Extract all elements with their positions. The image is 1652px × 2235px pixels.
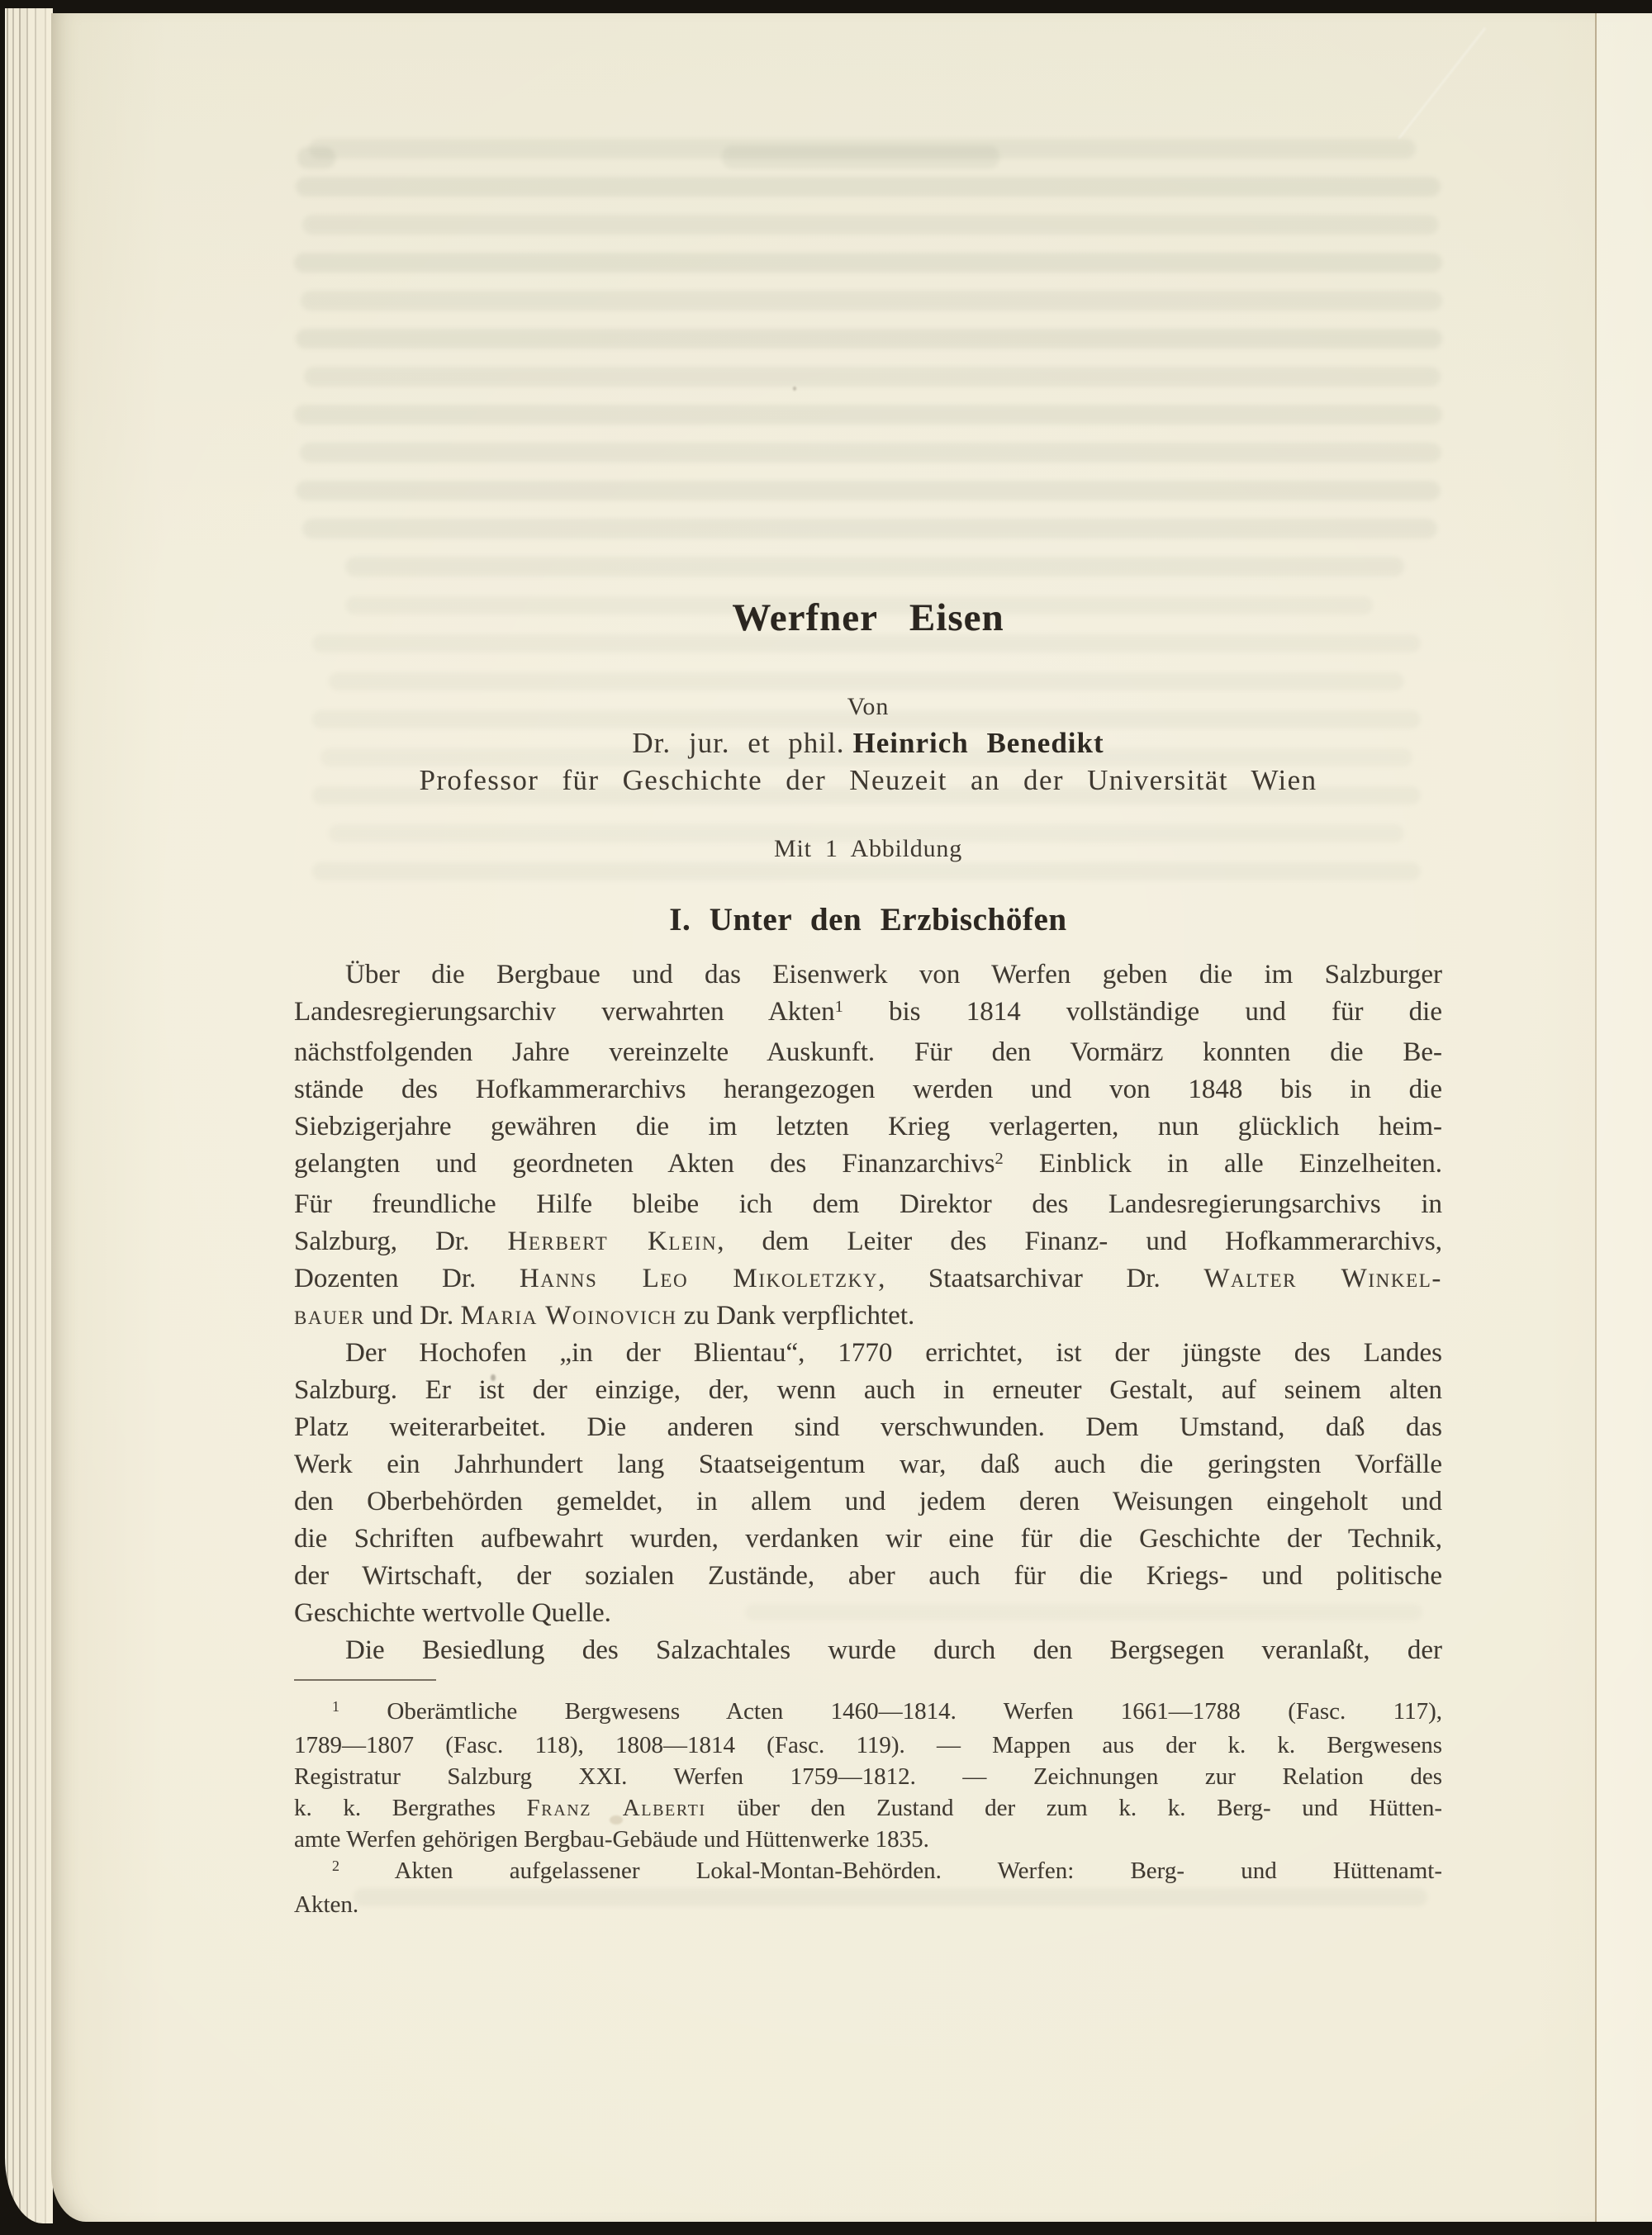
text-run: die Schriften aufbewahrt wurden, verdanken wir eine für die Geschichte der Technik, bbox=[294, 1524, 1442, 1554]
book-page bbox=[51, 13, 1652, 2222]
text-run: Akten aufgelassener Lokal-Montan-Behörden. Werfen: Berg- und Hüttenamt- bbox=[339, 1858, 1442, 1884]
footnote-separator-rule bbox=[294, 1679, 436, 1681]
text-line bbox=[294, 1034, 1442, 1071]
text-run: stände des Hofkammerarchivs herangezogen werden und von 1848 bis in die bbox=[294, 1075, 1442, 1104]
text-run: Einblick in alle Einzelheiten. bbox=[1003, 1149, 1443, 1179]
text-run: nächstfolgenden Jahre vereinzelte Auskunft. Für den Vormärz konnten die Be- bbox=[294, 1037, 1442, 1067]
text-run: Siebzigerjahre gewähren die im letzten Krieg verlagerten, nun glücklich heim- bbox=[294, 1112, 1442, 1141]
text-run: den Oberbehörden gemeldet, in allem und jedem deren Weisungen eingeholt und bbox=[294, 1487, 1442, 1516]
text-run: gelangten und geordneten Akten des Finanzarchivs bbox=[294, 1149, 995, 1179]
text-run: Landesregierungsarchiv verwahrten Akten bbox=[294, 997, 835, 1027]
text-line bbox=[294, 1335, 1442, 1372]
page-content bbox=[294, 13, 1442, 2222]
text-line bbox=[294, 1824, 1442, 1855]
text-line bbox=[294, 1409, 1442, 1446]
page-edge-stack bbox=[5, 8, 53, 2223]
text-run: bis 1814 vollständige und für die bbox=[843, 997, 1442, 1027]
text-line bbox=[294, 956, 1442, 994]
text-line bbox=[294, 1696, 1442, 1730]
section-heading: I. Unter den Erzbischöfen bbox=[669, 902, 1067, 937]
text-run: Oberämtliche Bergwesens Acten 1460—1814. Werfen 1661—1788 (Fasc. 117), bbox=[339, 1698, 1442, 1725]
text-line bbox=[294, 1146, 1442, 1186]
text-line bbox=[294, 994, 1442, 1034]
body-paragraph-1 bbox=[294, 956, 1442, 1335]
text-run: Salzburg. Er ist der einzige, der, wenn auch in erneuter Gestalt, auf seinem alten bbox=[294, 1375, 1442, 1405]
text-run: Registratur Salzburg XXI. Werfen 1759—1812. — Zeichnungen zur Relation des bbox=[294, 1763, 1442, 1790]
text-run: , dem Leiter des Finanz- und Hofkammerarchivs, bbox=[717, 1227, 1442, 1256]
text-line bbox=[294, 1730, 1442, 1761]
text-line bbox=[294, 1855, 1442, 1889]
text-run: 1789—1807 (Fasc. 118), 1808—1814 (Fasc. 119). — Mappen aus der k. k. Bergwesens bbox=[294, 1732, 1442, 1758]
text-line bbox=[294, 1483, 1442, 1521]
small-caps-name: bauer bbox=[294, 1301, 365, 1331]
small-caps-name: Walter Winkel- bbox=[1203, 1264, 1442, 1293]
body-paragraph-2 bbox=[294, 1335, 1442, 1632]
text-run: Werk ein Jahrhundert lang Staatseigentum war, daß auch die geringsten Vorfälle bbox=[294, 1450, 1442, 1479]
small-caps-name: Maria Woinovich bbox=[460, 1301, 677, 1331]
text-run: Geschichte wertvolle Quelle. bbox=[294, 1598, 611, 1628]
text-run: amte Werfen gehörigen Bergbau-Gebäude und Hüttenwerke 1835. bbox=[294, 1826, 929, 1853]
body-text bbox=[294, 956, 1442, 1669]
footnotes bbox=[294, 1696, 1442, 1920]
text-run: Über die Bergbaue und das Eisenwerk von Werfen geben die im Salzburger bbox=[345, 960, 1442, 989]
text-line bbox=[294, 1632, 1442, 1669]
text-line bbox=[294, 1108, 1442, 1146]
text-line bbox=[294, 1372, 1442, 1409]
text-line bbox=[294, 1186, 1442, 1223]
text-run: und Dr. bbox=[364, 1301, 461, 1331]
text-run: der Wirtschaft, der sozialen Zustände, aber auch für die Kriegs- und politische bbox=[294, 1561, 1442, 1591]
footnote-marker: 2 bbox=[332, 1858, 339, 1875]
footnote-2 bbox=[294, 1855, 1442, 1920]
text-run: zu Dank verpflichtet. bbox=[676, 1301, 915, 1331]
author-name: Heinrich Benedikt bbox=[852, 727, 1104, 759]
text-line bbox=[294, 1792, 1442, 1824]
text-run: Der Hochofen „in der Blientau“, 1770 errichtet, ist der jüngste des Landes bbox=[345, 1338, 1442, 1368]
text-line bbox=[294, 1223, 1442, 1260]
illustration-note: Mit 1 Abbildung bbox=[773, 835, 963, 862]
text-line bbox=[294, 1260, 1442, 1298]
text-line bbox=[294, 1521, 1442, 1558]
text-run: Salzburg, Dr. bbox=[294, 1227, 508, 1256]
text-run: Dozenten Dr. bbox=[294, 1264, 520, 1293]
text-run: über den Zustand der zum k. k. Berg- und Hütten- bbox=[705, 1795, 1442, 1821]
text-line bbox=[294, 1298, 1442, 1335]
author-line bbox=[294, 725, 1442, 762]
author-degrees: Dr. jur. et phil. bbox=[632, 727, 845, 759]
text-run: Platz weiterarbeitet. Die anderen sind verschwunden. Dem Umstand, daß das bbox=[294, 1412, 1442, 1442]
text-line bbox=[294, 1558, 1442, 1595]
small-caps-name: Herbert Klein bbox=[507, 1227, 718, 1256]
small-caps-name: Hanns Leo Mikoletzky bbox=[519, 1264, 879, 1293]
footnote-marker: 1 bbox=[834, 998, 843, 1017]
body-paragraph-3 bbox=[294, 1632, 1442, 1669]
text-line bbox=[294, 1446, 1442, 1483]
footnote-marker: 1 bbox=[332, 1698, 339, 1715]
text-run: Für freundliche Hilfe bleibe ich dem Direktor des Landesregierungsarchivs in bbox=[294, 1189, 1442, 1219]
text-run: Akten. bbox=[294, 1891, 359, 1918]
small-caps-name: Franz Alberti bbox=[526, 1795, 706, 1821]
article-title: Werfner Eisen bbox=[732, 596, 1004, 639]
text-run: k. k. Bergrathes bbox=[294, 1795, 527, 1821]
byline-label: Von bbox=[847, 693, 890, 720]
text-run: Die Besiedlung des Salzachtales wurde durch den Bergsegen veranlaßt, der bbox=[345, 1635, 1442, 1665]
footnote-marker: 2 bbox=[995, 1150, 1004, 1169]
text-line bbox=[294, 1889, 1442, 1920]
text-line bbox=[294, 1761, 1442, 1792]
text-line bbox=[294, 1071, 1442, 1108]
footnote-1 bbox=[294, 1696, 1442, 1855]
author-role: Professor für Geschichte der Neuzeit an der Universität Wien bbox=[419, 764, 1317, 796]
text-run: , Staatsarchivar Dr. bbox=[878, 1264, 1204, 1293]
text-line bbox=[294, 1595, 1442, 1632]
